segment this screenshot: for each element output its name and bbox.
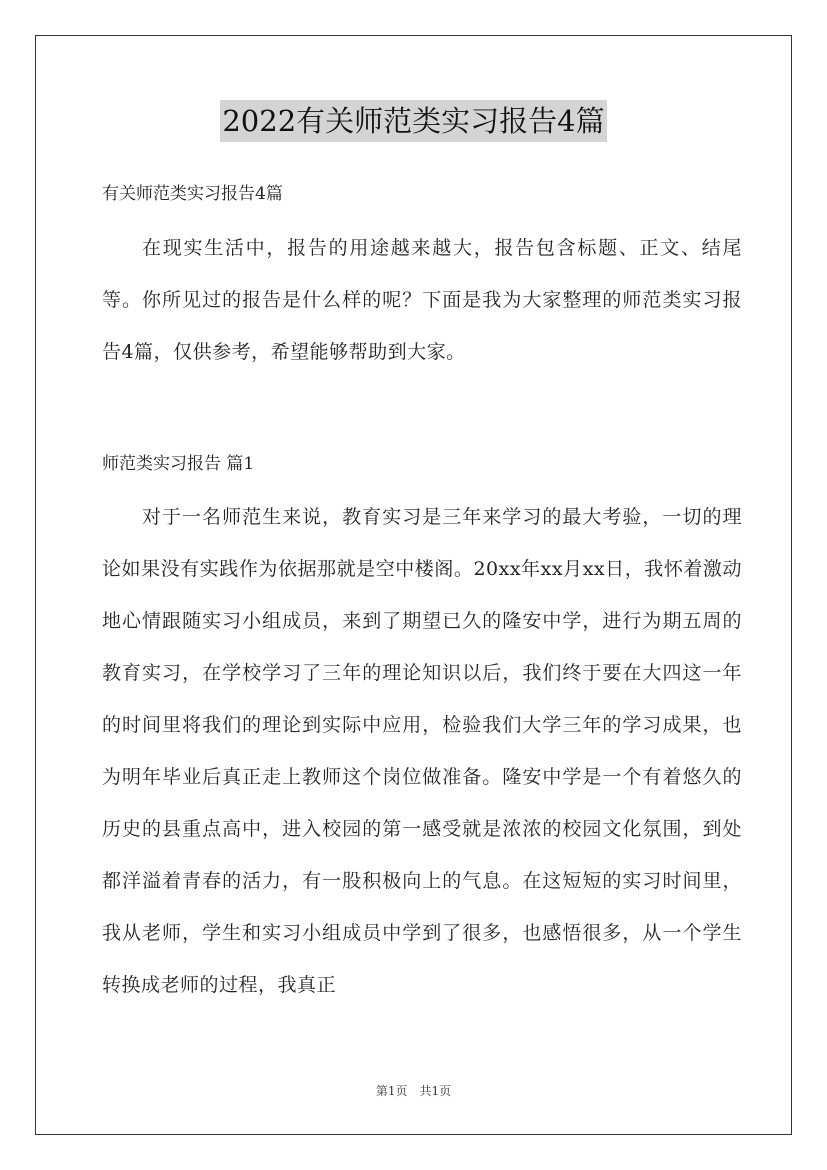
section-paragraph: 对于一名师范生来说，教育实习是三年来学习的最大考验，一切的理论如果没有实践作为依据那就是空中楼阁。20xx年xx月xx日，我怀着激动地心情跟随实习小组成员，来到了期望已久的隆安中学，进行为期五周的教育实习，在学校学习了三年的理论知识以后，我们终于要在大四这一年的时间里将我们的理论到实际中应用，检验我们大学三年的学习成果，也为明年毕业后真正走上教师这个岗位做准备。隆安中学是一个有着悠久的历史的县重点高中，进入校园的第一感受就是浓浓的校园文化氛围，到处都洋溢着青春的活力，有一股积极向上的气息。在这短短的实习时间里，我从老师，学生和实习小组成员中学到了很多，也感悟很多，从一个学生转换成老师的过程，我真正 <box>102 506 742 996</box>
section-heading: 师范类实习报告 篇1 <box>102 454 255 474</box>
page-number-footer: 第1页 共1页 <box>375 1084 452 1098</box>
title-container <box>0 100 827 142</box>
intro-paragraph: 在现实生活中，报告的用途越来越大，报告包含标题、正文、结尾等。你所见过的报告是什么样的呢？下面是我为大家整理的师范类实习报告4篇，仅供参考，希望能够帮助到大家。 <box>102 237 742 363</box>
document-title: 2022有关师范类实习报告4篇 <box>220 100 606 142</box>
document-subtitle: 有关师范类实习报告4篇 <box>102 184 283 204</box>
